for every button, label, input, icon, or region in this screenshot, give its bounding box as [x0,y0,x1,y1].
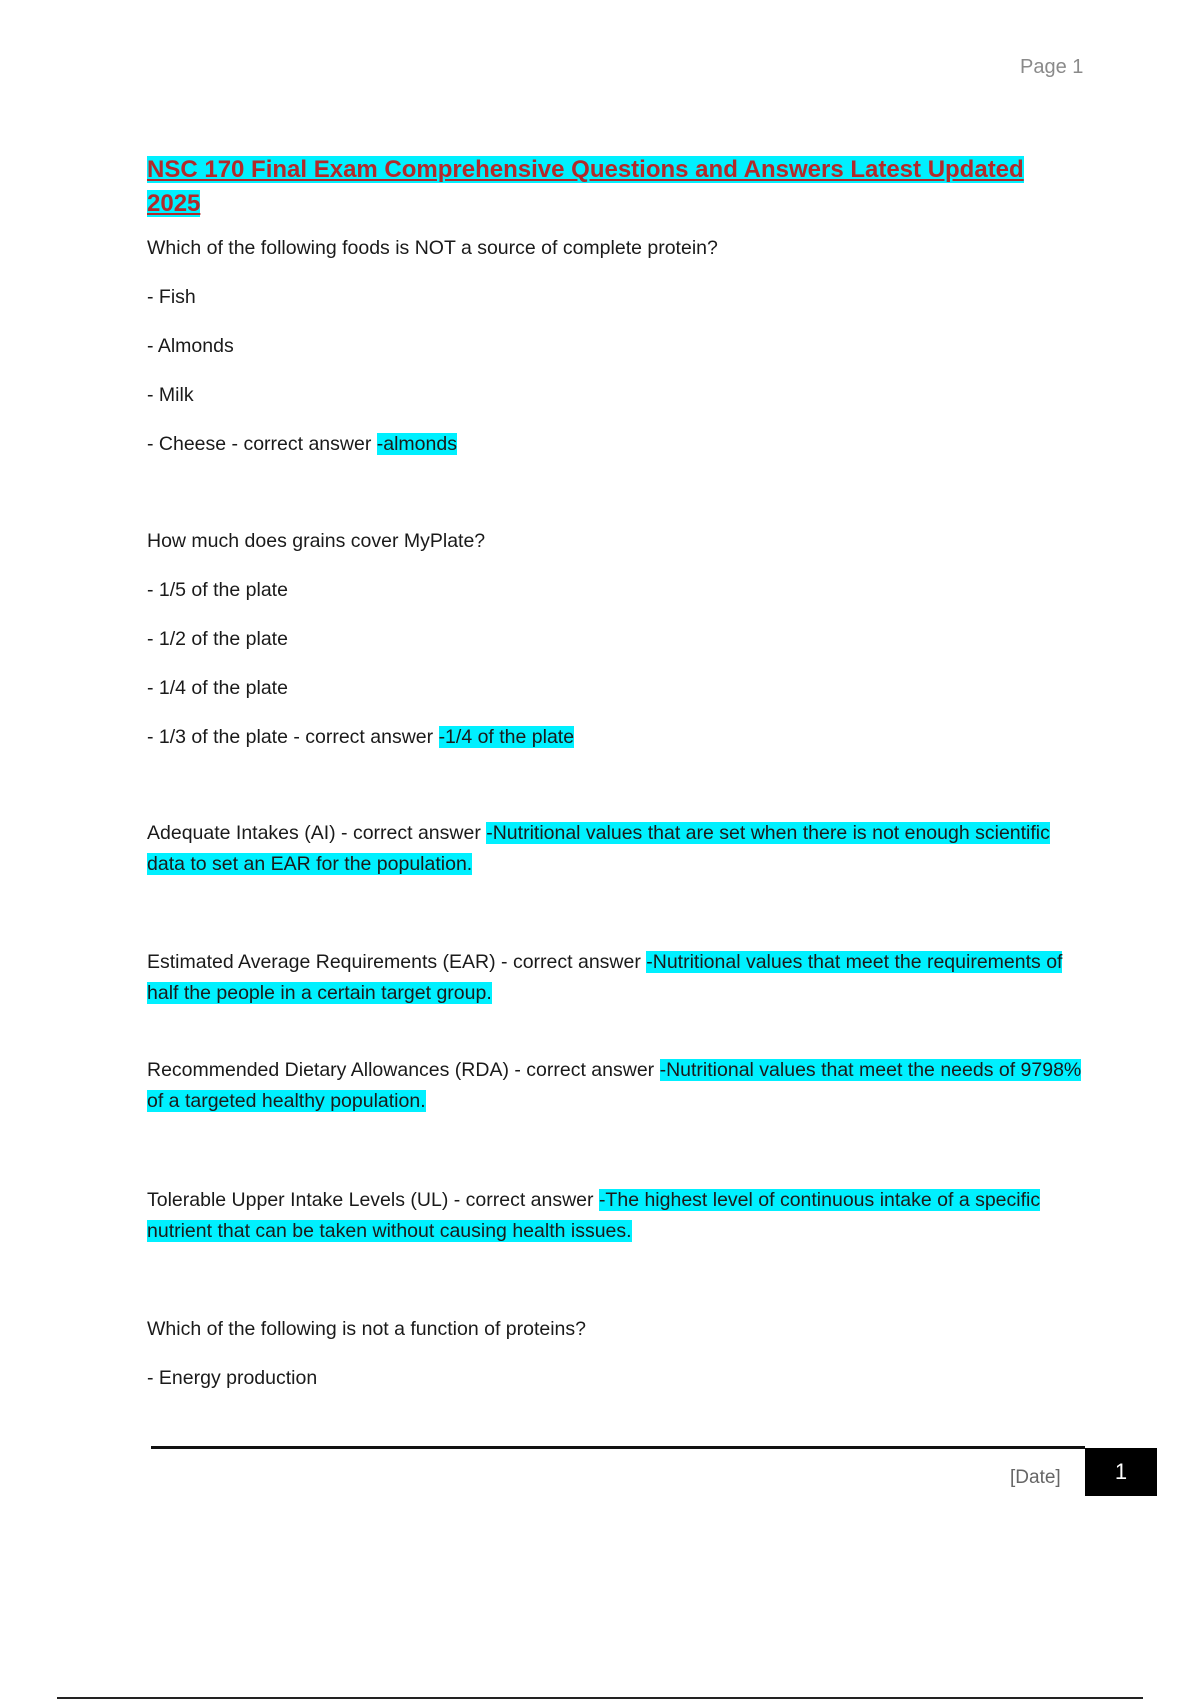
question-2-text: How much does grains cover MyPlate? [147,530,486,552]
definition-ai [147,818,1087,880]
definition-rda-term: Recommended Dietary Allowances (RDA) - correct answer [147,1059,660,1081]
question-1-option: - Almonds [147,335,234,357]
footer-rule [151,1446,1085,1449]
page-label: Page 1 [1020,56,1084,78]
definition-rda [147,1055,1087,1117]
question-2-option: - 1/4 of the plate [147,677,288,699]
question-2-answer: -1/4 of the plate [438,726,575,748]
footer-page-number-text: 1 [1114,1459,1128,1484]
question-1-last-option-text: - Cheese - correct answer [147,433,377,455]
question-2-last-option [147,722,1087,752]
question-2-last-option-text: - 1/3 of the plate - correct answer [147,726,439,748]
definition-ear [147,947,1087,1009]
question-1-option: - Milk [147,384,194,406]
title-highlight: NSC 170 Final Exam Comprehensive Questions and Answers Latest Updated 2025 [147,156,1024,217]
document-title [147,153,1037,221]
definition-ul-term: Tolerable Upper Intake Levels (UL) - correct answer [147,1189,599,1211]
question-3-option: - Energy production [147,1367,318,1389]
definition-ai-answer: -Nutritional values that are set when there is not enough scientific data to set an EAR for the population. [147,822,1050,875]
document-body [147,153,1087,1393]
question-1-option: - Fish [147,286,196,308]
question-1-text: Which of the following foods is NOT a source of complete protein? [147,237,718,259]
page-bottom-rule [57,1697,1143,1699]
question-3-text: Which of the following is not a function of proteins? [147,1318,586,1340]
definition-ear-answer: -Nutritional values that meet the requirements of half the people in a certain target group. [147,951,1063,1004]
definition-rda-answer: -Nutritional values that meet the needs of 9798% of a targeted healthy population. [147,1059,1082,1112]
definition-ear-term: Estimated Average Requirements (EAR) - correct answer [147,951,647,973]
footer-page-number [1085,1448,1157,1496]
question-2-option: - 1/2 of the plate [147,628,288,650]
definition-ul-answer: -The highest level of continuous intake of a specific nutrient that can be taken without causing health issues. [147,1189,1041,1242]
question-1-answer: -almonds [376,433,457,455]
question-1-last-option [147,429,1087,459]
definition-ai-term: Adequate Intakes (AI) - correct answer [147,822,487,844]
definition-ul [147,1185,1087,1247]
footer-date: [Date] [1010,1467,1061,1488]
question-2-option: - 1/5 of the plate [147,579,288,601]
